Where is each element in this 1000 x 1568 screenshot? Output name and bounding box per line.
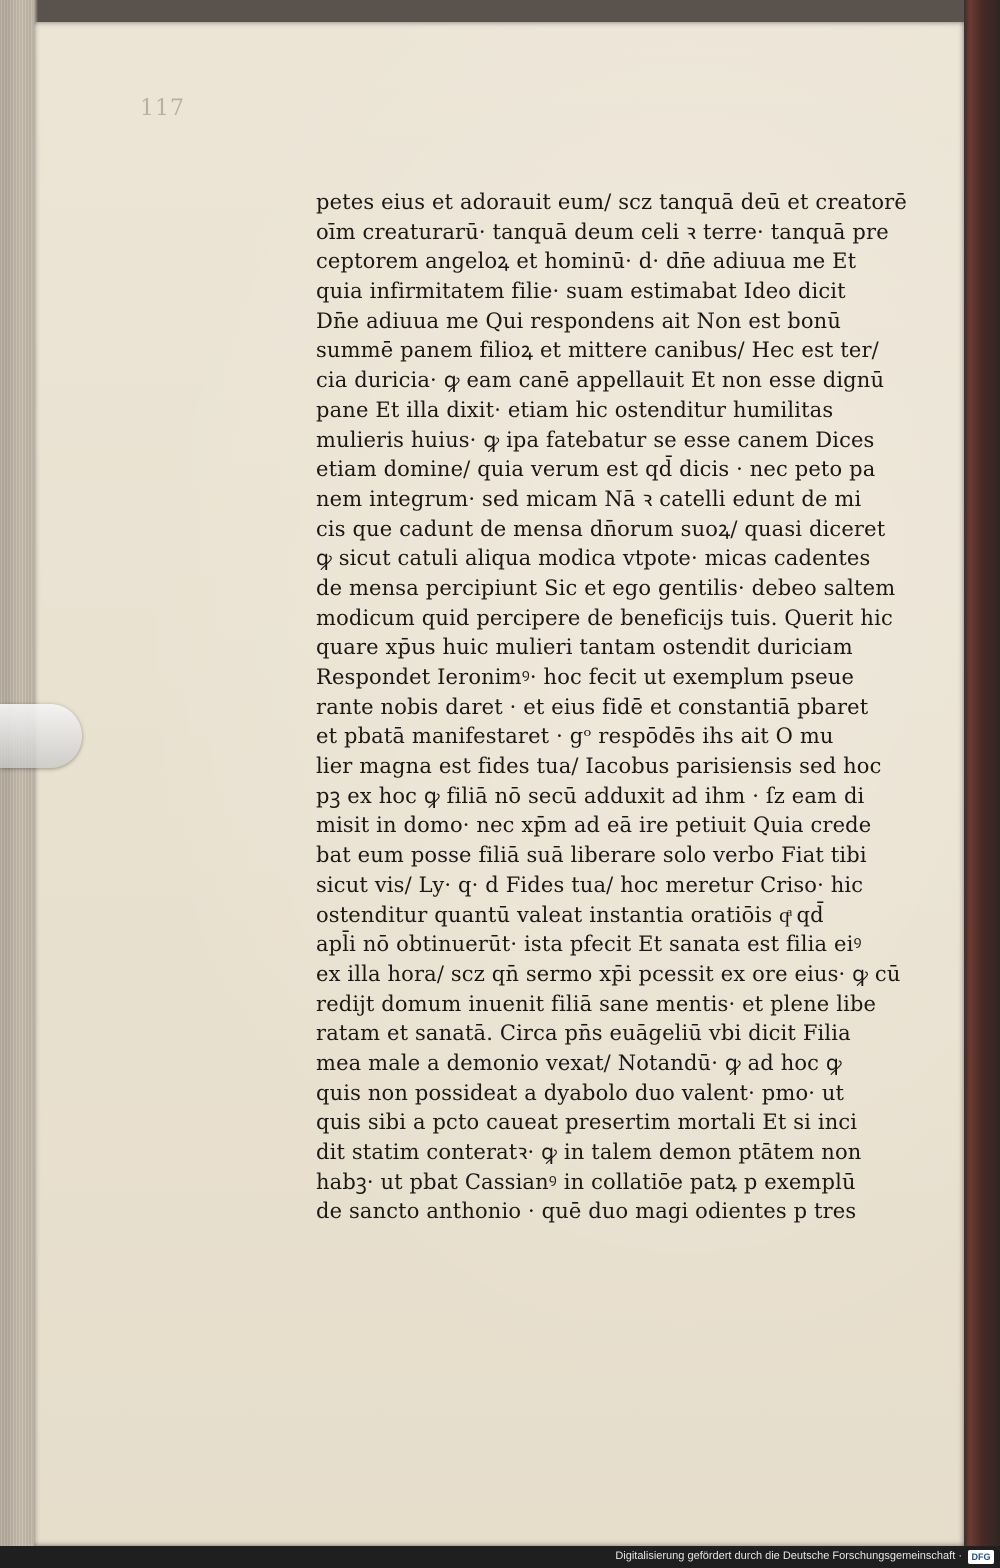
text-line: sicut vis/ Ly· q· d Fides tua/ hoc meretur Criso· hic: [316, 872, 864, 897]
text-line: cis que cadunt de mensa dn̄orum suoꝝ/ quasi diceret: [316, 516, 886, 541]
text-line: Respondet Ieronimꝰ· hoc fecit ut exemplum pseue: [316, 665, 855, 689]
folio-mark: 117: [140, 96, 185, 121]
text-line: oīm creaturarū· tanquā deum celi ꝛ terre· tanquā pre: [316, 219, 889, 244]
text-line: quia infirmitatem filie· suam estimabat Ideo dicit: [316, 279, 846, 304]
text-line: ꝙ sicut catuli aliqua modica vtpote· micas cadentes: [316, 546, 871, 571]
bookmark-tab: [0, 704, 82, 768]
text-line: pꝫ ex hoc ꝙ filiā nō secū adduxit ad ihm · ſz eam di: [316, 783, 865, 808]
text-line: habꝫ· ut pbat Cassianꝰ in collatiōe patꝝ p exemplū: [316, 1169, 856, 1194]
footer-bar: [0, 1546, 1000, 1568]
footer-credit: Digitalisierung gefördert durch die Deutsche Forschungsgemeinschaft ·: [615, 1550, 962, 1562]
text-line: redijt domum inuenit filiā sane mentis· et plene libe: [316, 991, 877, 1016]
text-line: pane Et illa dixit· etiam hic ostenditur humilitas: [316, 397, 834, 422]
text-line: bat eum posse filiā suā liberare solo verbo Fiat tibi: [316, 843, 867, 868]
text-line: summē panem filioꝝ et mittere canibus/ Hec est ter/: [316, 338, 879, 363]
dfg-logo-icon: DFG: [968, 1550, 994, 1564]
text-block: [316, 188, 964, 1227]
text-line: dit statim conteratꝛ· ꝙ in talem demon ptātem non: [316, 1140, 862, 1164]
text-line: de sancto anthonio · quē duo magi odientes p tres: [316, 1199, 857, 1224]
text-line: cia duricia· ꝙ eam canē appellauit Et non esse dignū: [316, 368, 885, 393]
text-line: nem integrum· sed micam Nā ꝛ catelli edunt de mi: [316, 486, 862, 511]
text-line: etiam domine/ quia verum est qd̄ dicis · nec peto pa: [316, 457, 876, 482]
text-line: modicum quid percipere de beneficijs tuis. Querit hic: [316, 605, 893, 630]
text-line: rante nobis daret · et eius fidē et constantiā pbaret: [316, 694, 869, 719]
text-line: mea male a demonio vexat/ Notandū· ꝙ ad hoc ꝙ: [316, 1050, 842, 1075]
text-line: Dn̄e adiuua me Qui respondens ait Non est bonū: [316, 308, 842, 333]
book-binding-edge: [964, 0, 1000, 1568]
text-line: quis sibi a pcto caueat presertim mortali Et si inci: [316, 1110, 858, 1135]
text-line: misit in domo· nec xp̄m ad eā ire petiuit Quia crede: [316, 813, 872, 838]
text-line: ex illa hora/ scz qn̄ sermo xp̄i pcessit ex ore eius· ꝙ cū: [316, 961, 901, 986]
text-line: et pbatā manifestaret · gᵒ respōdēs ihs ait O mu: [316, 724, 834, 749]
text-line: quare xp̄us huic mulieri tantam ostendit duriciam: [316, 635, 853, 660]
text-line: ratam et sanatā. Circa pn̄s euāgeliū vbi dicit Filia: [316, 1021, 851, 1046]
text-line: apl̄i nō obtinuerūt· ista pfecit Et sanata est filia eiꝰ: [316, 932, 862, 957]
text-line: de mensa percipiunt Sic et ego gentilis· debeo saltem: [316, 575, 896, 600]
text-line: mulieris huius· ꝙ ipa fatebatur se esse canem Dices: [316, 427, 875, 452]
text-line: quis non possideat a dyabolo duo valent· pmo· ut: [316, 1080, 845, 1105]
text-line: lier magna est fides tua/ Iacobus parisiensis sed hoc: [316, 754, 882, 779]
text-line: ceptorem angeloꝝ et hominū· d· dn̄e adiuua me Et: [316, 249, 857, 274]
text-line: petes eius et adorauit eum/ scz tanquā deū et creatorē: [316, 190, 907, 214]
text-line: ostenditur quantū valeat instantia oratiōis qͣ qd̄: [316, 902, 824, 927]
page-stack-edge: [0, 0, 34, 1568]
